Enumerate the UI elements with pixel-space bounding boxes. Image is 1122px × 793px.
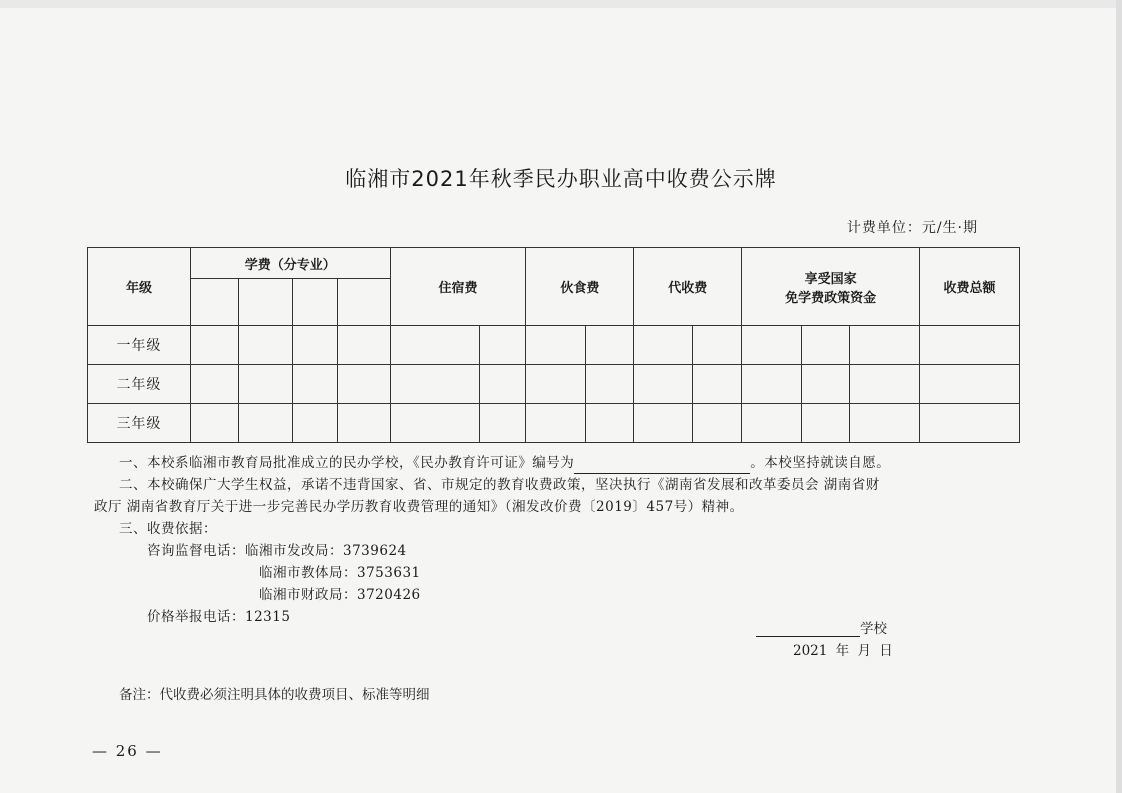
header-grade: 年级 [88, 248, 191, 326]
paragraph-1-end: 。本校坚持就读自愿。 [750, 455, 891, 471]
header-accommodation: 住宿费 [390, 248, 526, 326]
paragraph-2-line1: 二、本校确保广大学生权益，承诺不违背国家、省、市规定的教育收费政策，坚决执行《湖南省发展和改革委员会 湖南省财 [119, 477, 880, 493]
report-phone: 价格举报电话：12315 [147, 609, 291, 625]
header-agency-fee: 代收费 [634, 248, 742, 326]
table-row [88, 326, 1020, 365]
table-row [88, 404, 1020, 443]
grade-cell: 一年级 [88, 326, 191, 365]
billing-unit: 计费单位：元/生·期 [846, 220, 978, 236]
school-signature [756, 617, 887, 637]
header-subsidy-line2: 免学费政策资金 [785, 290, 877, 306]
document-title: 临湘市2021年秋季民办职业高中收费公示牌 [345, 167, 777, 191]
paragraph-1 [119, 452, 890, 474]
header-total: 收费总额 [919, 248, 1019, 326]
grade-cell: 二年级 [88, 365, 191, 404]
page-top-edge [0, 0, 1122, 8]
grade-cell: 三年级 [88, 404, 191, 443]
remark-note: 备注：代收费必须注明具体的收费项目、标准等明细 [119, 687, 430, 703]
signature-date: 2021 年 月 日 [793, 643, 893, 659]
paragraph-3: 三、收费依据： [119, 521, 217, 537]
school-name-blank [756, 622, 860, 637]
tuition-subcell [337, 279, 390, 326]
consult-phone-2: 临湘市教体局：3753631 [259, 565, 421, 581]
consult-phone-3: 临湘市财政局：3720426 [259, 587, 421, 603]
table-row [88, 365, 1020, 404]
header-meals: 伙食费 [526, 248, 634, 326]
consult-phone-1: 咨询监督电话：临湘市发改局：3739624 [147, 543, 407, 559]
tuition-subcell [292, 279, 337, 326]
fee-table [87, 247, 1020, 443]
license-number-blank [574, 459, 750, 474]
header-subsidy-line1: 享受国家 [804, 271, 857, 287]
page-right-edge [1116, 0, 1122, 793]
tuition-subcell [238, 279, 292, 326]
tuition-subcell [190, 279, 238, 326]
page-number: — 26 — [92, 742, 163, 760]
paragraph-2-line2: 政厅 湖南省教育厅关于进一步完善民办学历教育收费管理的通知》（湘发改价费〔2019〕457号）精神。 [94, 499, 744, 515]
header-subsidy [742, 248, 920, 326]
paragraph-1-text: 一、本校系临湘市教育局批准成立的民办学校，《民办教育许可证》编号为 [119, 455, 575, 471]
school-suffix: 学校 [860, 621, 887, 637]
header-tuition: 学费（分专业） [190, 248, 390, 279]
